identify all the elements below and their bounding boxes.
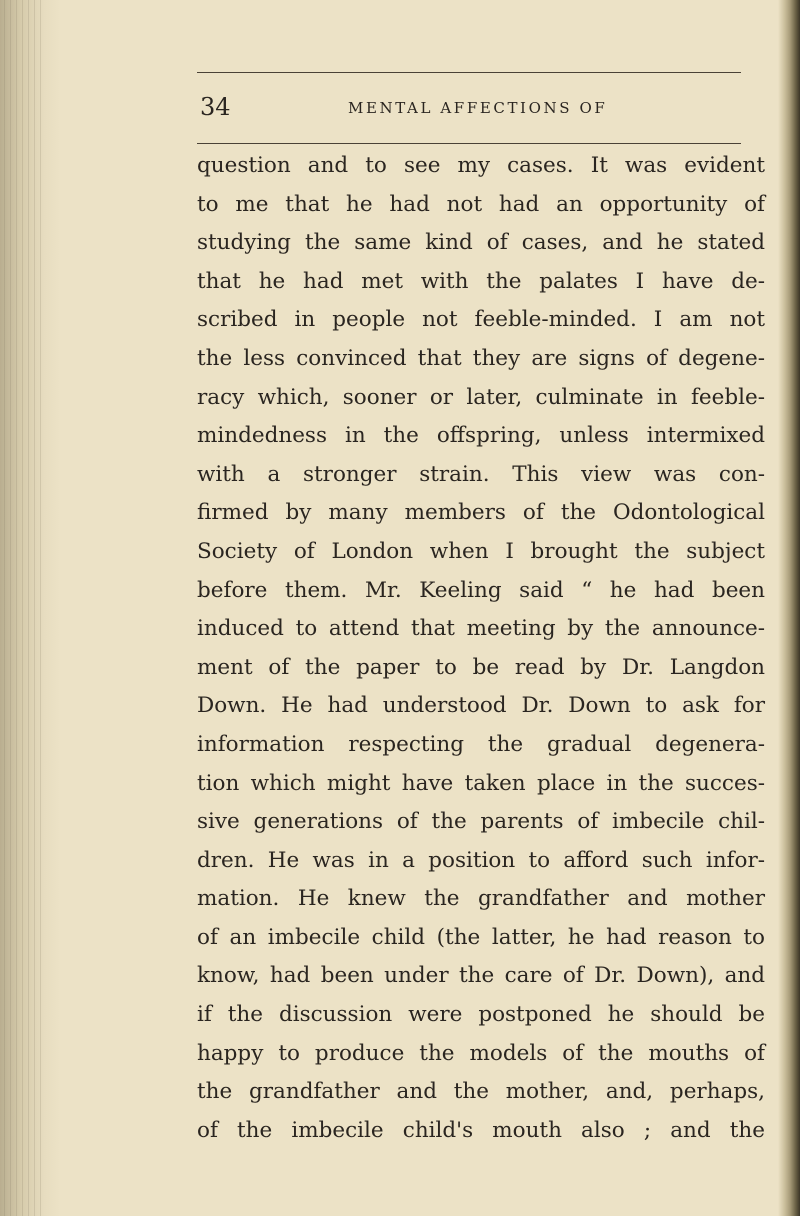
text-line: know, had been under the care of Dr. Down), and [197, 963, 765, 989]
text-line: Society of London when I brought the subject [197, 538, 765, 564]
text-line: scribed in people not feeble-minded. I am not [197, 307, 765, 333]
text-line: sive generations of the parents of imbecile chil- [197, 809, 765, 835]
text-line: dren. He was in a position to afford such infor- [197, 847, 765, 873]
binding-stitching [4, 0, 44, 1216]
header-rule-top [197, 72, 741, 73]
header-rule-bottom [197, 143, 741, 144]
text-line: studying the same kind of cases, and he stated [197, 230, 765, 256]
text-line: question and to see my cases. It was evident [197, 153, 765, 178]
text-line: Down. He had understood Dr. Down to ask for [197, 693, 765, 719]
text-line: with a stronger strain. This view was con- [197, 461, 765, 487]
text-line: that he had met with the palates I have de- [197, 268, 765, 294]
text-line: before them. Mr. Keeling said “ he had been [197, 577, 765, 603]
text-line: to me that he had not had an opportunity of [197, 191, 765, 217]
text-line: firmed by many members of the Odontological [197, 500, 765, 526]
text-line: induced to attend that meeting by the announce- [197, 616, 765, 642]
page-edge [778, 0, 800, 1216]
text-line: the grandfather and the mother, and, perhaps, [197, 1079, 765, 1105]
running-head: MENTAL AFFECTIONS OF [348, 99, 608, 117]
text-line: the less convinced that they are signs of degene- [197, 345, 765, 371]
text-line: information respecting the gradual degenera- [197, 731, 765, 757]
text-line: if the discussion were postponed he should be [197, 1002, 765, 1028]
text-line: mation. He knew the grandfather and mother [197, 886, 765, 912]
page-number: 34 [200, 93, 231, 121]
text-line: ment of the paper to be read by Dr. Langdon [197, 654, 765, 680]
text-line: tion which might have taken place in the succes- [197, 770, 765, 796]
body-text [197, 147, 765, 1150]
text-line: happy to produce the models of the mouths of [197, 1040, 765, 1066]
text-line: mindedness in the offspring, unless intermixed [197, 423, 765, 449]
text-line: racy which, sooner or later, culminate in feeble- [197, 384, 765, 410]
text-line: of an imbecile child (the latter, he had reason to [197, 924, 765, 950]
text-line: of the imbecile child's mouth also ; and the [197, 1117, 765, 1143]
